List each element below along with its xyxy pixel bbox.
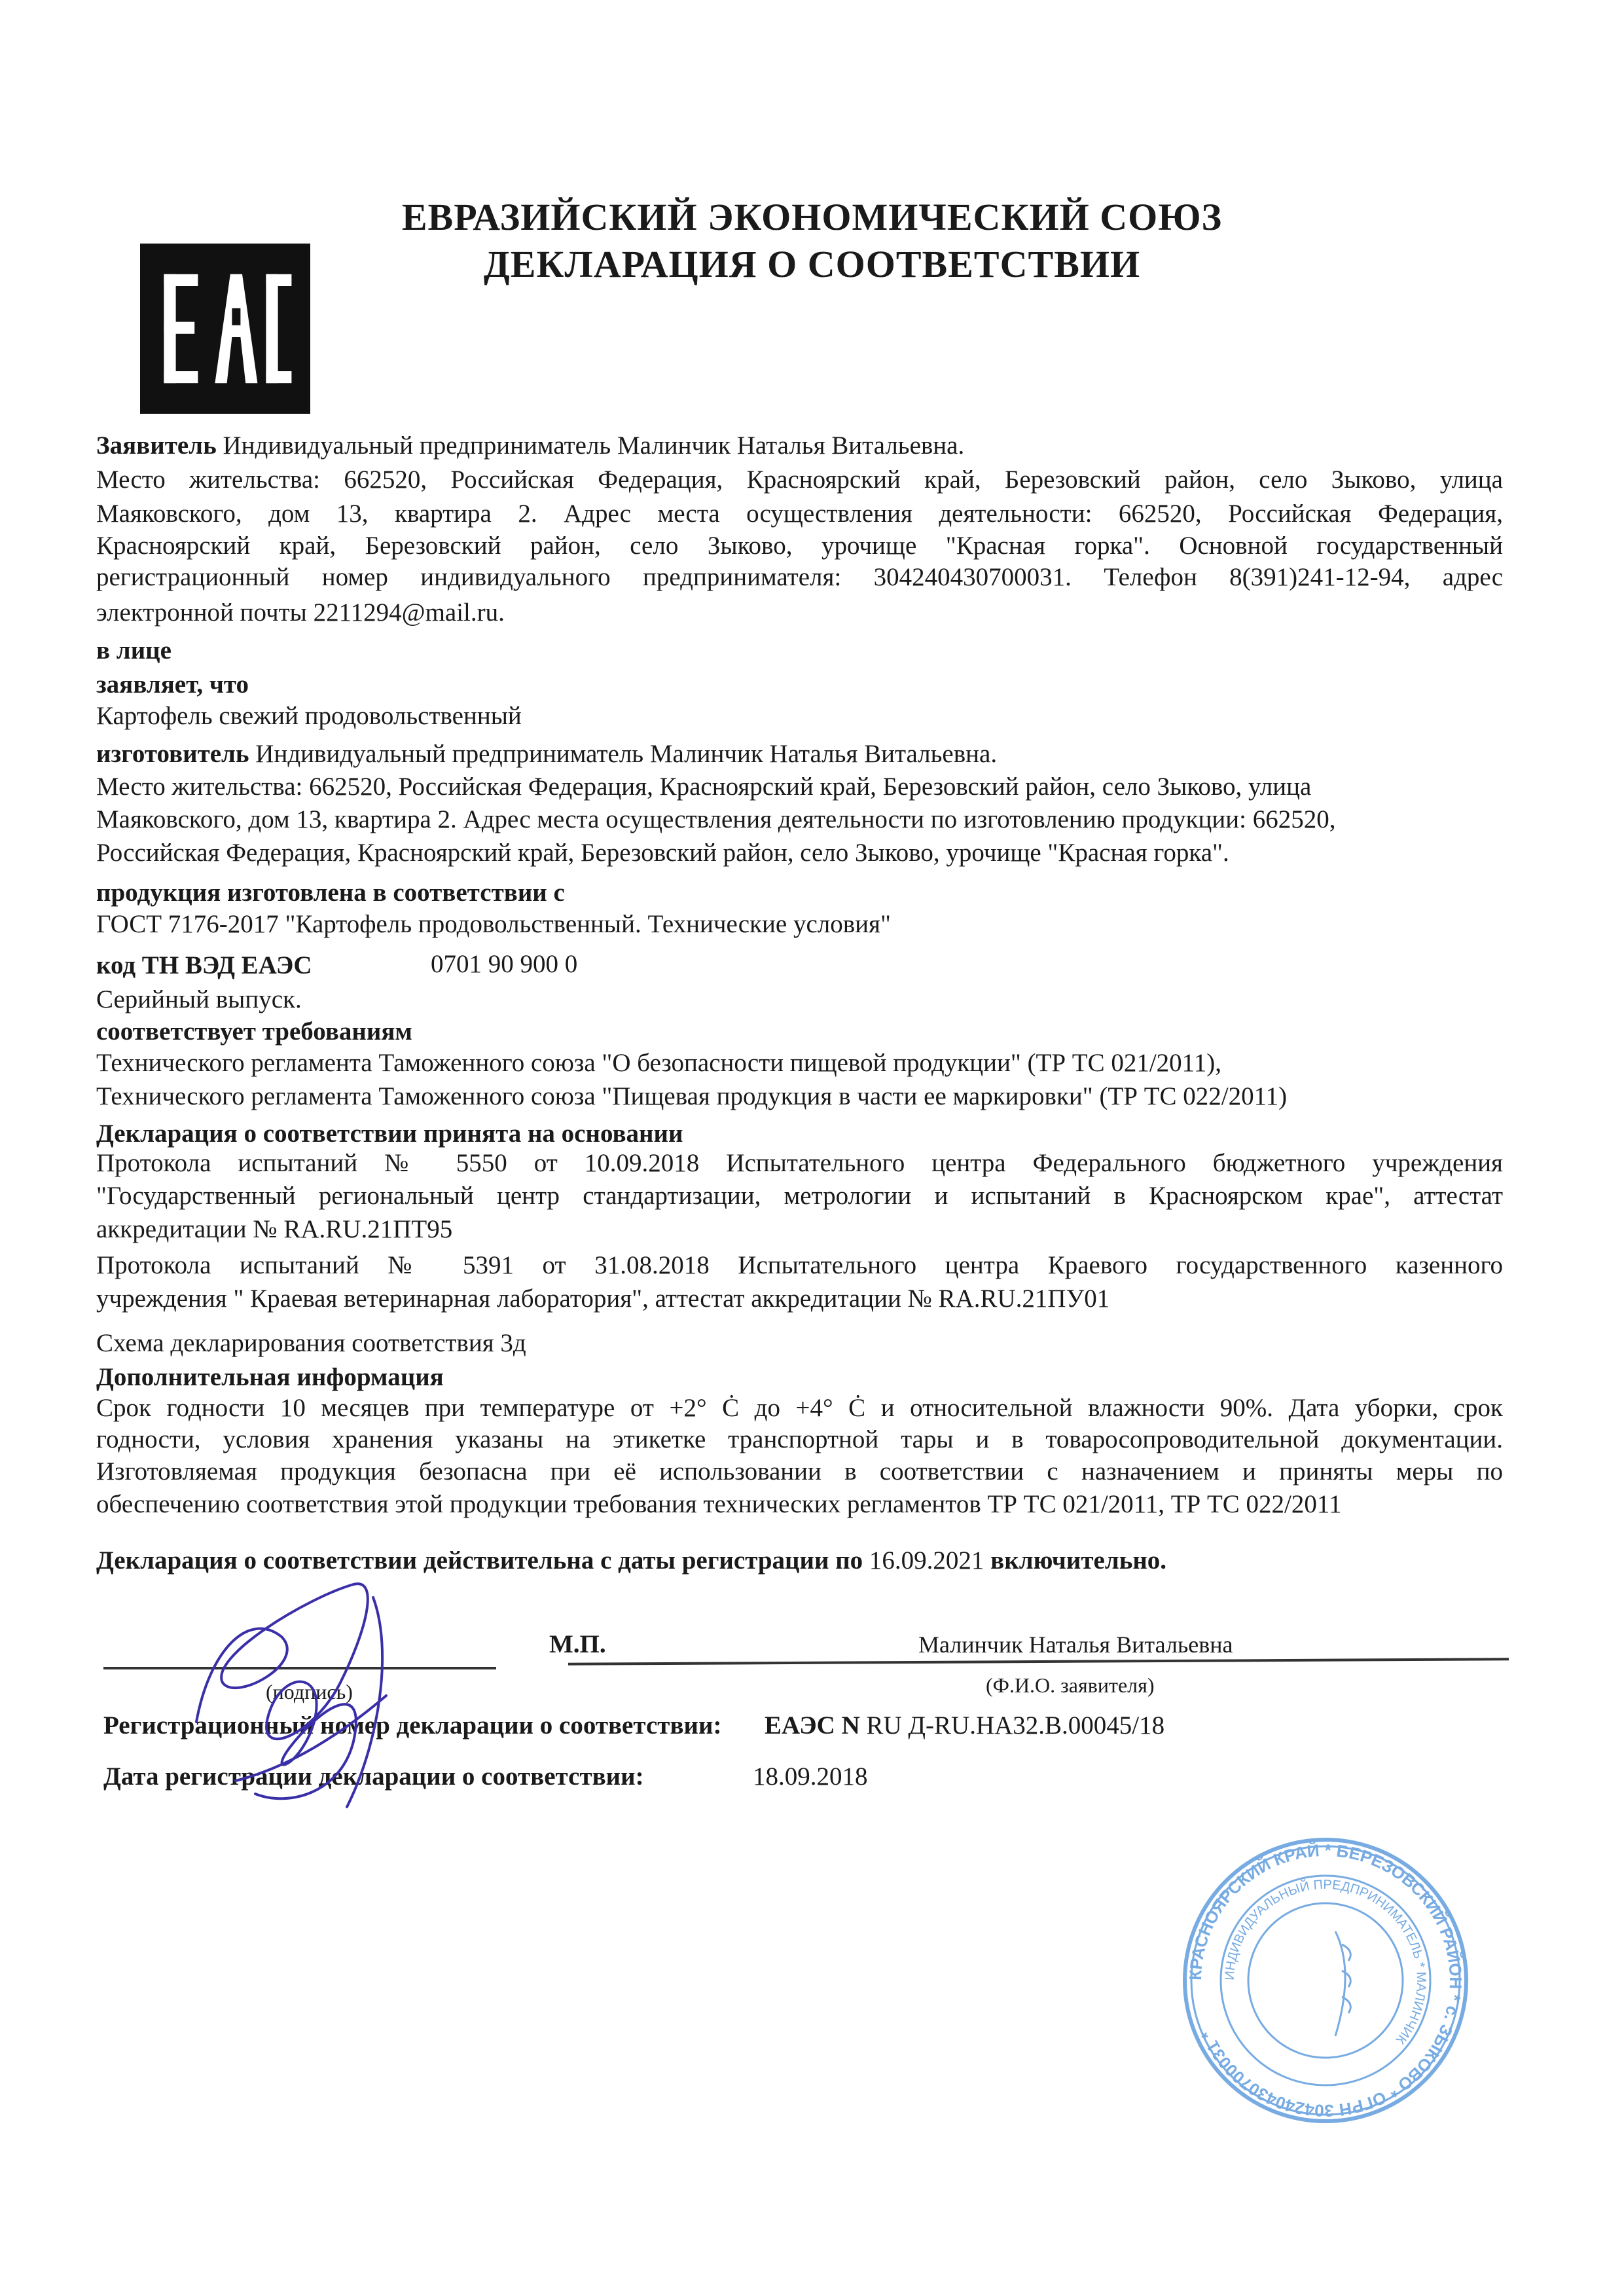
- protocol-line: аккредитации № RA.RU.21ПТ95: [96, 1215, 453, 1243]
- stamp-wheat-icon: [1335, 1931, 1350, 2036]
- manufacturer-label: изготовитель: [96, 740, 249, 768]
- hs-code-value: 0701 90 900 0: [431, 950, 578, 978]
- applicant-address-line: электронной почты 2211294@mail.ru.: [96, 598, 505, 627]
- manufacturer-address-line: Маяковского, дом 13, квартира 2. Адрес места осуществления деятельности по изготовлению продукции: 662520,: [96, 805, 1336, 833]
- official-stamp: [1178, 1833, 1473, 2128]
- declares-label: заявляет, что: [96, 670, 249, 699]
- requirement-item: Технического регламента Таможенного союза "О безопасности пищевой продукции" (ТР ТС 021/2011),: [96, 1049, 1221, 1077]
- validity-date: 16.09.2021: [869, 1546, 984, 1575]
- additional-info-line: Изготовляемая продукция безопасна при её использовании в соответствии с назначением и приняты меры по: [96, 1457, 1503, 1485]
- registration-number: [765, 1710, 1164, 1741]
- applicant-address-line: Маяковского, дом 13, квартира 2. Адрес места осуществления деятельности: 662520, Российская Федерация,: [96, 500, 1503, 528]
- union-title: ЕВРАЗИЙСКИЙ ЭКОНОМИЧЕСКИЙ СОЮЗ: [401, 196, 1223, 238]
- additional-info-line: обеспечению соответствия этой продукции требования технических регламентов ТР ТС 021/2011, ТР ТС 022/2011: [96, 1490, 1342, 1518]
- additional-info-line: Срок годности 10 месяцев при температуре от +2° Ċ до +4° Ċ и относительной влажности 90%. Дата уборки, срок: [96, 1394, 1503, 1422]
- basis-label: Декларация о соответствии принята на основании: [96, 1120, 683, 1148]
- protocol-line: Протокола испытаний № 5550 от 10.09.2018 Испытательного центра Федерального бюджетного учреждения: [96, 1149, 1503, 1177]
- protocol-line: учреждения " Краевая ветеринарная лаборатория", аттестат аккредитации № RA.RU.21ПУ01: [96, 1285, 1110, 1313]
- requirements-label: соответствует требованиям: [96, 1017, 412, 1046]
- declaration-scheme: Схема декларирования соответствия 3д: [96, 1329, 526, 1357]
- protocol-line: Протокола испытаний № 5391 от 31.08.2018 Испытательного центра Краевого государственного казенного: [96, 1251, 1503, 1279]
- signer-name-caption: (Ф.И.О. заявителя): [986, 1673, 1155, 1697]
- manufacturer-line: [96, 738, 1503, 770]
- protocol-line: "Государственный региональный центр стандартизации, метрологии и испытаний в Красноярском крае", аттестат: [96, 1182, 1503, 1210]
- applicant-address-line: Красноярский край, Березовский район, село Зыково, урочище "Красная горка". Основной государственный: [96, 532, 1503, 560]
- registration-number-label: Регистрационный номер декларации о соответствии:: [103, 1711, 722, 1740]
- manufacturer-address-line: Российская Федерация, Красноярский край, Березовский район, село Зыково, урочище "Красная горка".: [96, 839, 1229, 867]
- document-title: ДЕКЛАРАЦИЯ О СООТВЕТСТВИИ: [483, 243, 1141, 285]
- applicant-label: Заявитель: [96, 431, 217, 460]
- standard-label: продукция изготовлена в соответствии с: [96, 879, 565, 907]
- applicant-address-line: регистрационный номер индивидуального предпринимателя: 304240430700031. Телефон 8(391)241-12-94, адрес: [96, 563, 1503, 591]
- applicant-address-line: Место жительства: 662520, Российская Федерация, Красноярский край, Березовский район, село Зыково, улица: [96, 465, 1503, 494]
- signature-caption: (подпись): [266, 1680, 353, 1704]
- product-name: Картофель свежий продовольственный: [96, 702, 522, 730]
- additional-info-label: Дополнительная информация: [96, 1363, 444, 1391]
- registration-number-value: RU Д-RU.HA32.B.00045/18: [866, 1711, 1165, 1740]
- handwritten-signature: [157, 1571, 458, 1820]
- registration-date-label: Дата регистрации декларации о соответствии:: [103, 1762, 644, 1791]
- additional-info-line: годности, условия хранения указаны на этикетке транспортной тары и в товаросопроводительной документации.: [96, 1425, 1503, 1453]
- applicant-name: Индивидуальный предприниматель Малинчик Наталья Витальевна.: [223, 431, 965, 460]
- applicant-line: [96, 430, 1503, 462]
- validity-suffix: включительно.: [990, 1546, 1167, 1575]
- seal-place-label: М.П.: [549, 1630, 606, 1658]
- represented-by-label: в лице: [96, 636, 171, 665]
- signer-name: Малинчик Наталья Витальевна: [918, 1631, 1233, 1658]
- manufacturer-address-line: Место жительства: 662520, Российская Федерация, Красноярский край, Березовский район, село Зыково, улица: [96, 773, 1312, 801]
- standard-value: ГОСТ 7176-2017 "Картофель продовольственный. Технические условия": [96, 910, 891, 938]
- registration-number-prefix: ЕАЭС N: [765, 1711, 860, 1740]
- release-type: Серийный выпуск.: [96, 985, 302, 1013]
- requirement-item: Технического регламента Таможенного союза "Пищевая продукция в части ее маркировки" (ТР ТС 022/2011): [96, 1082, 1288, 1110]
- registration-date: 18.09.2018: [753, 1762, 868, 1791]
- stamp-inner-text: ИНДИВИДУАЛЬНЫЙ ПРЕДПРИНИМАТЕЛЬ * МАЛИНЧИК: [1222, 1877, 1429, 2047]
- stamp-outer-text: КРАСНОЯРСКИЙ КРАЙ * БЕРЕЗОВСКИЙ РАЙОН * с. ЗЫКОВО * ОГРН 304240430700031 *: [1185, 1840, 1466, 2121]
- hs-code-label: код ТН ВЭД ЕАЭС: [96, 951, 312, 979]
- manufacturer-name: Индивидуальный предприниматель Малинчик Наталья Витальевна.: [255, 740, 998, 768]
- validity-prefix: Декларация о соответствии действительна с даты регистрации по: [96, 1546, 863, 1575]
